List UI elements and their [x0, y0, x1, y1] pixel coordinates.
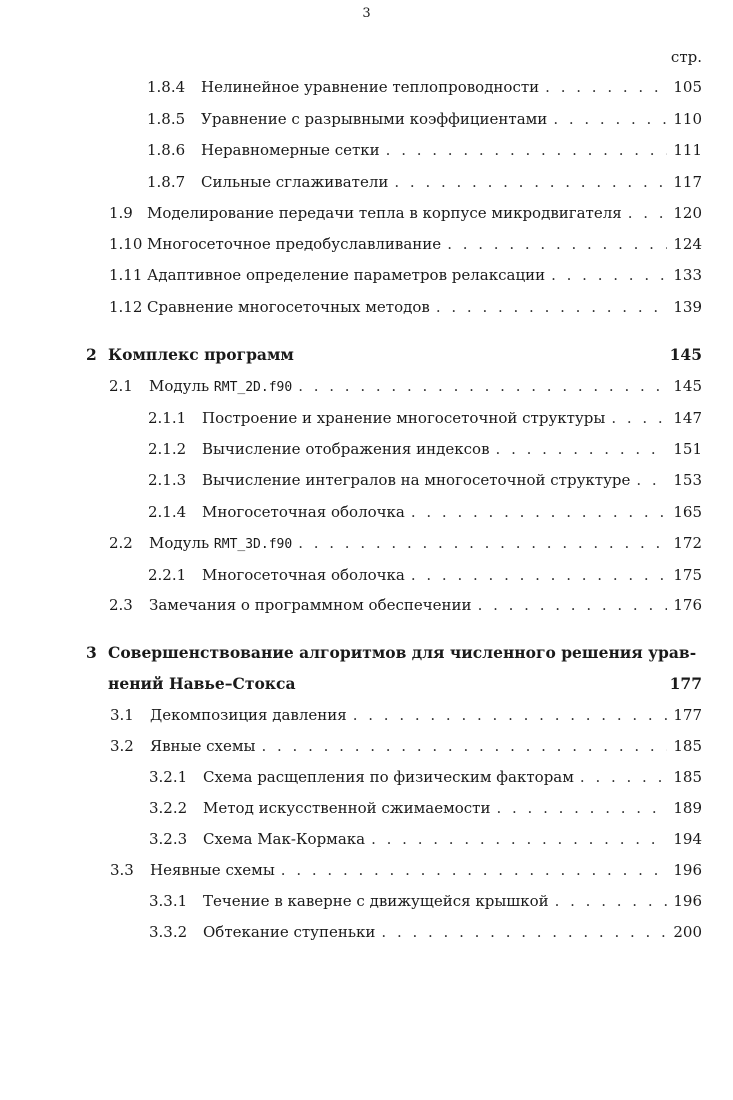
toc-number: 2.1 [109, 377, 133, 395]
toc-entry-1-10[interactable] [109, 233, 702, 255]
toc-title: Сильные сглаживатели [201, 173, 389, 191]
toc-leader-dots [555, 890, 668, 912]
toc-leader-dots [411, 564, 668, 586]
toc-leader-dots [353, 704, 668, 726]
toc-entry-2-1-3[interactable] [148, 469, 702, 491]
toc-number: 1.10 [109, 235, 143, 253]
toc-chapter-title-line2: нений Навье–Стокса [108, 674, 296, 693]
toc-entry-1-8-4[interactable] [147, 76, 702, 98]
toc-leader-dots [394, 171, 667, 193]
toc-title: Явные схемы [150, 737, 256, 755]
toc-page: 111 [673, 141, 702, 159]
toc-page: 196 [673, 892, 702, 910]
toc-page: 175 [673, 566, 702, 584]
toc-number: 2.1.4 [148, 503, 187, 521]
toc-entry-2-1-4[interactable] [148, 501, 702, 523]
toc-leader-dots [628, 202, 668, 224]
page-number: 3 [362, 6, 371, 21]
toc-number: 1.9 [109, 204, 133, 222]
toc-title: Метод искусственной сжимаемости [203, 799, 491, 817]
toc-chapter-number: 2 [86, 345, 97, 364]
toc-leader-dots [371, 828, 667, 850]
toc-title: Обтекание ступеньки [203, 923, 376, 941]
toc-title: Вычисление интегралов на многосеточной структуре [202, 471, 631, 489]
toc-leader-dots [496, 438, 668, 460]
toc-title [149, 532, 292, 556]
toc-entry-1-8-7[interactable] [147, 171, 702, 193]
toc-number: 2.3 [109, 596, 133, 614]
toc-title: Течение в каверне с движущейся крышкой [203, 892, 549, 910]
toc-page: 110 [673, 110, 702, 128]
toc-page: 194 [673, 830, 702, 848]
toc-page: 105 [673, 78, 702, 96]
toc-leader-dots [411, 501, 668, 523]
toc-leader-dots [636, 469, 667, 491]
toc-number: 3.3 [110, 861, 134, 879]
toc-page: 185 [673, 737, 702, 755]
toc-chapter-2[interactable] [86, 344, 702, 366]
toc-entry-3-3[interactable] [110, 859, 702, 881]
toc-title: Многосеточная оболочка [202, 566, 405, 584]
toc-title: Схема расщепления по физическим факторам [203, 768, 574, 786]
toc-title: Построение и хранение многосеточной структуры [202, 409, 606, 427]
toc-number: 3.1 [110, 706, 134, 724]
toc-entry-3-2-1[interactable] [149, 766, 702, 788]
toc-number: 1.8.7 [147, 173, 186, 191]
toc-chapter-3-line1[interactable] [86, 642, 696, 664]
toc-title: Замечания о программном обеспечении [149, 596, 472, 614]
toc-title-code: RMT_3D.f90 [213, 537, 293, 552]
toc-chapter-3-line2[interactable] [108, 673, 702, 695]
toc-leader-dots [281, 859, 668, 881]
toc-page: 139 [673, 298, 702, 316]
toc-page: 177 [673, 706, 702, 724]
toc-title-prefix: Модуль [149, 534, 214, 552]
toc-number: 3.3.1 [149, 892, 188, 910]
toc-entry-3-3-1[interactable] [149, 890, 702, 912]
toc-leader-dots [580, 766, 667, 788]
toc-entry-1-8-6[interactable] [147, 139, 702, 161]
toc-entry-3-3-2[interactable] [149, 921, 702, 943]
toc-leader-dots [551, 264, 667, 286]
toc-leader-dots [545, 76, 667, 98]
toc-leader-dots [381, 921, 667, 943]
toc-leader-dots [478, 594, 668, 616]
toc-number: 2.1.1 [148, 409, 187, 427]
toc-title [149, 375, 292, 399]
toc-title: Сравнение многосеточных методов [147, 298, 430, 316]
toc-number: 3.2.1 [149, 768, 188, 786]
toc-leader-dots [436, 296, 668, 318]
toc-page: 196 [673, 861, 702, 879]
toc-title: Нелинейное уравнение теплопроводности [201, 78, 540, 96]
toc-page: 117 [673, 173, 702, 191]
toc-page: 189 [673, 799, 702, 817]
toc-leader-dots [386, 139, 668, 161]
toc-page: 120 [673, 204, 702, 222]
toc-page: 200 [673, 923, 702, 941]
toc-page: 176 [673, 596, 702, 614]
toc-page: 145 [669, 345, 702, 364]
toc-entry-2-3[interactable] [109, 594, 702, 616]
toc-entry-3-2-2[interactable] [149, 797, 702, 819]
toc-page: 177 [669, 674, 702, 693]
toc-entry-2-1[interactable] [109, 375, 702, 397]
toc-leader-dots [298, 375, 667, 397]
toc-number: 3.2.3 [149, 830, 188, 848]
toc-number: 1.11 [109, 266, 143, 284]
toc-title: Вычисление отображения индексов [202, 440, 490, 458]
toc-title-prefix: Модуль [149, 377, 214, 395]
toc-entry-3-2[interactable] [110, 735, 702, 757]
toc-entry-3-2-3[interactable] [149, 828, 702, 850]
toc-title: Многосеточное предобуславливание [147, 235, 442, 253]
toc-title: Декомпозиция давления [150, 706, 347, 724]
toc-entry-1-9[interactable] [109, 202, 702, 224]
toc-title-code: RMT_2D.f90 [213, 380, 293, 395]
toc-page: 165 [673, 503, 702, 521]
toc-leader-dots [611, 407, 667, 429]
page-column-header: стр. [670, 48, 702, 66]
toc-leader-dots [553, 108, 667, 130]
toc-entry-2-1-2[interactable] [148, 438, 702, 460]
toc-page: 147 [673, 409, 702, 427]
toc-entry-1-8-5[interactable] [147, 108, 702, 130]
toc-title: Неявные схемы [150, 861, 275, 879]
toc-number: 1.8.5 [147, 110, 186, 128]
toc-entry-1-11[interactable] [109, 264, 702, 286]
toc-page: 185 [673, 768, 702, 786]
toc-page: 151 [673, 440, 702, 458]
toc-number: 2.1.3 [148, 471, 187, 489]
toc-page: 124 [673, 235, 702, 253]
toc-entry-3-1[interactable] [110, 704, 702, 726]
toc-number: 1.12 [109, 298, 143, 316]
toc-title: Схема Мак-Кормака [203, 830, 366, 848]
toc-leader-dots [298, 532, 667, 554]
toc-number: 2.2 [109, 534, 133, 552]
toc-page: 145 [673, 377, 702, 395]
toc-number: 3.3.2 [149, 923, 188, 941]
toc-chapter-title-line1: Совершенствование алгоритмов для численного решения урав- [108, 643, 697, 662]
toc-chapter-title: Комплекс программ [108, 345, 294, 364]
toc-entry-2-1-1[interactable] [148, 407, 702, 429]
toc-chapter-number: 3 [86, 643, 97, 662]
toc-entry-2-2-1[interactable] [148, 564, 702, 586]
toc-page: 172 [673, 534, 702, 552]
toc-leader-dots [261, 735, 667, 757]
toc-number: 1.8.6 [147, 141, 186, 159]
toc-leader-dots [496, 797, 667, 819]
toc-number: 1.8.4 [147, 78, 186, 96]
toc-leader-dots [447, 233, 667, 255]
toc-entry-2-2[interactable] [109, 532, 702, 554]
toc-title: Адаптивное определение параметров релаксации [147, 266, 546, 284]
toc-number: 3.2.2 [149, 799, 188, 817]
toc-number: 2.1.2 [148, 440, 187, 458]
toc-title: Неравномерные сетки [201, 141, 380, 159]
toc-page: 153 [673, 471, 702, 489]
toc-entry-1-12[interactable] [109, 296, 702, 318]
toc-title: Уравнение с разрывными коэффициентами [201, 110, 548, 128]
toc-number: 2.2.1 [148, 566, 187, 584]
toc-title: Моделирование передачи тепла в корпусе микродвигателя [147, 204, 622, 222]
toc-page: 133 [673, 266, 702, 284]
toc-title: Многосеточная оболочка [202, 503, 405, 521]
toc-number: 3.2 [110, 737, 134, 755]
